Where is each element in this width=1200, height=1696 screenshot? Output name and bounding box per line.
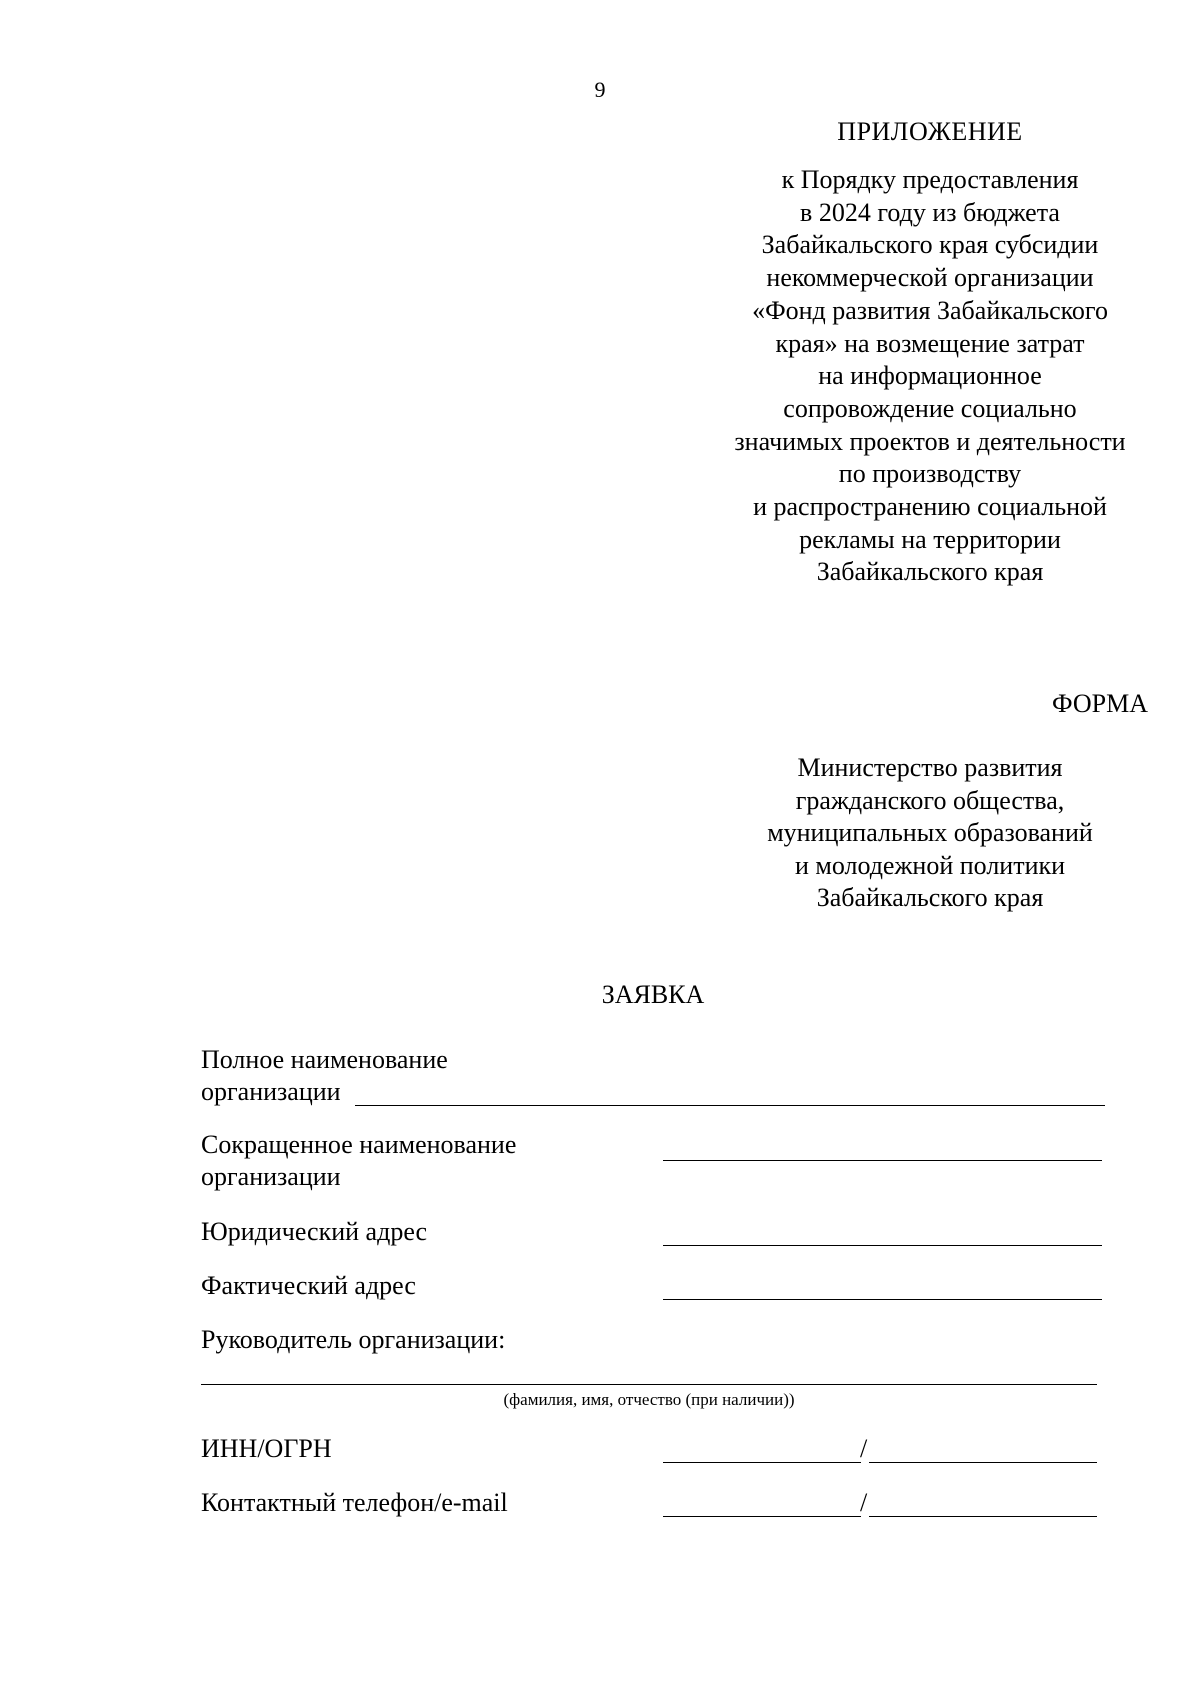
contacts-label: Контактный телефон/e-mail (201, 1488, 508, 1517)
inn-ogrn-label: ИНН/ОГРН (201, 1434, 332, 1463)
ministry-line: муниципальных образований (767, 818, 1093, 847)
appendix-line: по производству (838, 459, 1022, 489)
appendix-line: в 2024 году из бюджета (800, 197, 1060, 227)
appendix-title: ПРИЛОЖЕНИЕ (837, 117, 1023, 146)
ministry-line: гражданского общества, (795, 785, 1065, 815)
head-name-caption: (фамилия, имя, отчество (при наличии)) (503, 1390, 795, 1409)
appendix-line: значимых проектов и деятельности (734, 426, 1126, 456)
appendix-description (700, 164, 1160, 589)
appendix-line: Забайкальского края субсидии (761, 230, 1099, 260)
short-name-label-line2: организации (201, 1162, 341, 1191)
appendix-line: Забайкальского края (816, 557, 1044, 587)
ogrn-field[interactable] (869, 1462, 1097, 1463)
appendix-line: к Порядку предоставления (781, 165, 1079, 194)
appendix-line: рекламы на территории (799, 524, 1061, 554)
ministry-addressee (700, 752, 1160, 915)
short-name-label (201, 1129, 516, 1193)
forma-label: ФОРМА (1052, 689, 1148, 718)
head-name-field[interactable] (201, 1384, 1097, 1385)
short-name-label-line1: Сокращенное наименование (201, 1130, 517, 1159)
actual-address-field[interactable] (663, 1299, 1102, 1300)
appendix-line: на информационное (818, 361, 1042, 391)
short-name-field[interactable] (663, 1160, 1102, 1161)
head-label: Руководитель организации: (201, 1325, 506, 1354)
form-title: ЗАЯВКА (601, 980, 705, 1009)
ministry-line: и молодежной политики (794, 850, 1066, 880)
appendix-line: некоммерческой организации (766, 263, 1094, 293)
inn-field[interactable] (663, 1462, 861, 1463)
phone-field[interactable] (663, 1516, 861, 1517)
full-name-field[interactable] (355, 1105, 1105, 1106)
contacts-separator: / (860, 1488, 868, 1517)
full-name-label (201, 1044, 448, 1108)
legal-address-label: Юридический адрес (201, 1217, 428, 1246)
ministry-line: Министерство развития (797, 753, 1063, 782)
legal-address-field[interactable] (663, 1245, 1102, 1246)
appendix-line: края» на возмещение затрат (775, 328, 1085, 358)
ministry-line: Забайкальского края (816, 883, 1044, 912)
appendix-line: сопровождение социально (783, 393, 1077, 423)
full-name-label-line2: организации (201, 1077, 341, 1106)
page-number: 9 (594, 77, 606, 102)
appendix-line: и распространению социальной (753, 492, 1107, 522)
inn-ogrn-separator: / (860, 1434, 868, 1463)
appendix-line: «Фонд развития Забайкальского (752, 295, 1108, 325)
email-field[interactable] (869, 1516, 1097, 1517)
full-name-label-line1: Полное наименование (201, 1045, 448, 1074)
actual-address-label: Фактический адрес (201, 1271, 416, 1300)
